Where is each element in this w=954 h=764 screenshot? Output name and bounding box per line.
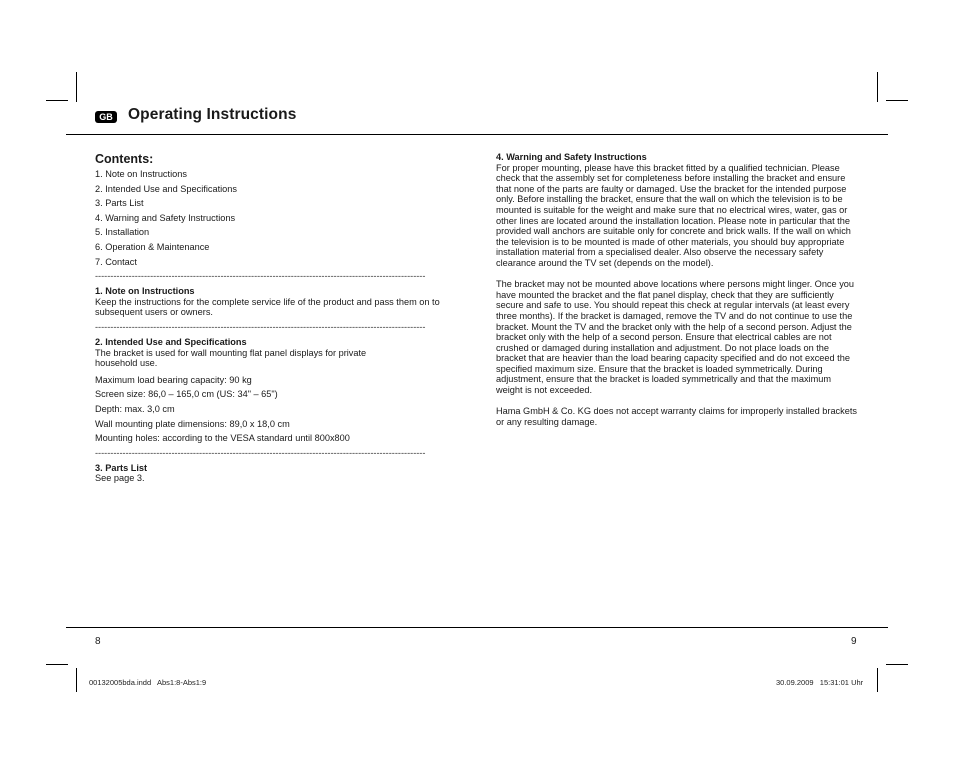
dashed-divider: ------------------------------------------------------------------------------------------------------------: [95, 271, 426, 282]
dashed-divider: ------------------------------------------------------------------------------------------------------------: [95, 447, 426, 458]
page-title: Operating Instructions: [128, 106, 297, 123]
spec-item: Maximum load bearing capacity: 90 kg: [95, 374, 252, 385]
page-number-right: 9: [851, 636, 857, 647]
crop-mark-bottom-left-v: [76, 668, 77, 692]
crop-mark-bottom-right-v: [877, 668, 878, 692]
section-2-text: The bracket is used for wall mounting flat panel displays for private household use.: [95, 347, 367, 369]
section-1-text: Keep the instructions for the complete service life of the product and pass them on to subsequent users or owners.: [95, 296, 440, 318]
section-1-heading: 1. Note on Instructions: [95, 286, 195, 297]
contents-heading: Contents:: [95, 152, 154, 166]
spec-item: Screen size: 86,0 – 165,0 cm (US: 34" – 65"): [95, 389, 278, 400]
crop-mark-bottom-right-h: [886, 664, 908, 665]
print-slug-file: 00132005bda.indd Abs1:8-Abs1:9: [89, 678, 207, 687]
crop-mark-top-left-h: [46, 100, 68, 101]
toc-item: 6. Operation & Maintenance: [95, 241, 210, 252]
dashed-divider: ------------------------------------------------------------------------------------------------------------: [95, 321, 426, 332]
section-3-text: See page 3.: [95, 473, 145, 484]
crop-mark-top-right-v: [877, 72, 878, 102]
spec-item: Wall mounting plate dimensions: 89,0 x 18,0 cm: [95, 418, 290, 429]
warning-paragraph-1: For proper mounting, please have this bracket fitted by a qualified technician. Please check that the assembly set for completeness before installing the bracket and ensure that none of the parts are faulty or damaged. Use the bracket for the intended purpose only. Before installing the bracket, ensure that the wall on which the television is to be mounted is suitable for the weight and make sure that no electrical wires, water, gas or other lines are located around the installation location. Please note in particular that the provided wall anchors are suitable only for concrete and brick walls. If the wall on which the television is to be mounted is made of other materials, you should buy appropriate installation material from a specialised dealer. Also observe the necessary safety clearance around the TV set (depends on the model).: [496, 162, 851, 268]
toc-item: 5. Installation: [95, 227, 150, 238]
right-column: [496, 152, 858, 427]
header-rule: [66, 134, 888, 135]
toc-item: 4. Warning and Safety Instructions: [95, 212, 236, 223]
spec-item: Depth: max. 3,0 cm: [95, 403, 175, 414]
warning-paragraph-2: The bracket may not be mounted above locations where persons might linger. Once you have mounted the bracket and the flat panel display, check that they are sufficiently secure and safe to use. You should repeat this check at regular intervals (at least every three months). If the bracket is damaged, remove the TV and do not continue to use the bracket. Mount the TV and the bracket only with the help of a second person. Adjust the bracket only with the help of a second person. Ensure that electrical cables are not crushed or damaged during installation and adjustment. Do not place loads on the bracket that are heavier than the load bearing capacity specified and do not exceed the specified maximum size. Ensure that the bracket is loaded symmetrically. During adjustment, ensure that the bracket is loaded symmetrically and that the maximum weight is not exceeded.: [496, 279, 855, 396]
warranty-paragraph: Hama GmbH & Co. KG does not accept warranty claims for improperly installed brackets or any resulting damage.: [496, 406, 857, 427]
page-number-left: 8: [95, 636, 101, 647]
print-slug-date: 30.09.2009 15:31:01 Uhr: [776, 678, 864, 687]
toc-item: 7. Contact: [95, 256, 137, 267]
toc-item: 1. Note on Instructions: [95, 169, 187, 179]
footer-rule: [66, 627, 888, 628]
crop-mark-top-right-h: [886, 100, 908, 101]
toc-item: 3. Parts List: [95, 198, 144, 209]
table-of-contents: [95, 169, 460, 267]
section-3-heading: 3. Parts List: [95, 462, 148, 473]
crop-mark-bottom-left-h: [46, 664, 68, 665]
spec-item: Mounting holes: according to the VESA standard until 800x800: [95, 433, 350, 444]
left-column: [95, 152, 460, 484]
section-4-heading: 4. Warning and Safety Instructions: [496, 152, 647, 162]
section-2-heading: 2. Intended Use and Specifications: [95, 336, 247, 347]
crop-mark-top-left-v: [76, 72, 77, 102]
language-badge: GB: [95, 111, 117, 123]
toc-item: 2. Intended Use and Specifications: [95, 183, 237, 194]
